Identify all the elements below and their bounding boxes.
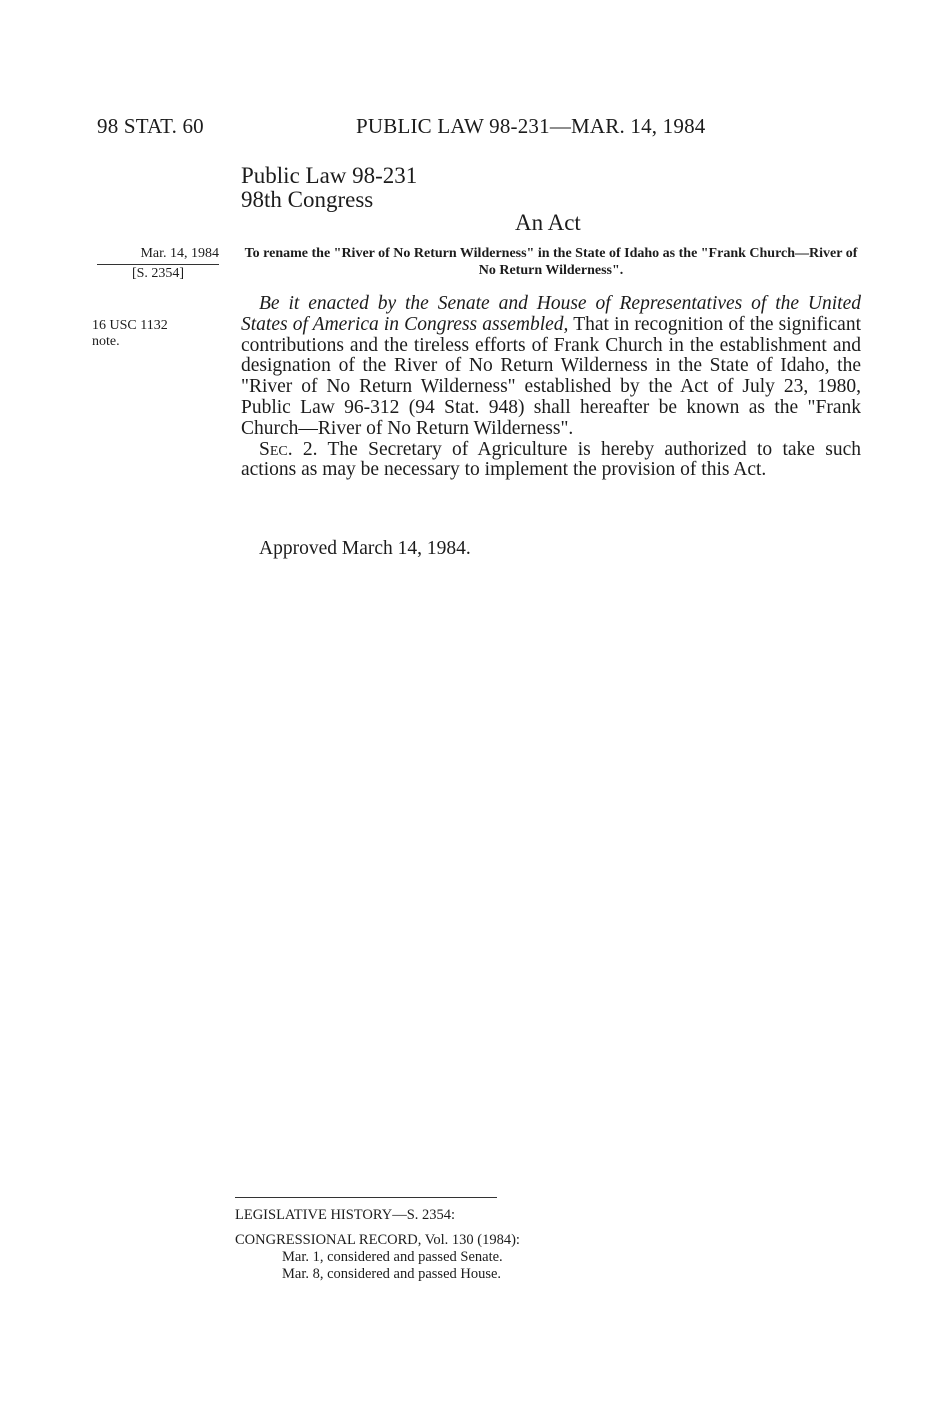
margin-bill-number: [S. 2354] <box>131 266 185 281</box>
congressional-record-ref: CONGRESSIONAL RECORD, Vol. 130 (1984): <box>235 1232 520 1248</box>
an-act-heading: An Act <box>515 210 581 235</box>
congress-label: 98th Congress <box>241 187 374 212</box>
running-head: PUBLIC LAW 98-231—MAR. 14, 1984 <box>356 114 706 138</box>
law-number: Public Law 98-231 <box>241 163 418 188</box>
section-2-text: The Secretary of Agriculture is hereby authorized to take such actions as may be necessary to implement the provision of this Act. <box>241 438 861 481</box>
act-purpose: To rename the "River of No Return Wilderness" in the State of Idaho as the "Frank Church—River of No Return Wilderness". <box>244 246 858 278</box>
stat-page-number: 98 STAT. 60 <box>97 114 204 138</box>
section-1-text: That in recognition of the significant contributions and the tireless efforts of Frank Church in the establishment and designation of the River of No Return Wilderness in the State of Idaho, the "River of No Return Wilderness" established by the Act of July 23, 1980, Public Law 96-312 (94 Stat. 948) shall hereafter be known as the "Frank Church—River of No Return Wilderness". <box>241 313 861 439</box>
margin-date: Mar. 14, 1984 <box>97 245 219 265</box>
history-entry: Mar. 8, considered and passed House. <box>282 1266 502 1282</box>
legislative-history-title: LEGISLATIVE HISTORY—S. 2354: <box>235 1207 456 1223</box>
usc-citation: 16 USC 1132 <box>92 318 168 333</box>
section-2-label: Sec. 2. <box>259 438 318 460</box>
history-divider <box>235 1197 497 1198</box>
enacting-clause: Be it enacted by the Senate and House of Representatives of the United States of America in Congress assembled, <box>241 293 861 335</box>
approval-date: Approved March 14, 1984. <box>259 538 471 559</box>
section-2 <box>241 440 861 482</box>
act-body <box>241 294 861 481</box>
usc-note-label: note. <box>92 334 120 349</box>
section-1 <box>241 294 861 440</box>
margin-usc-note <box>92 318 168 350</box>
history-entry: Mar. 1, considered and passed Senate. <box>282 1249 503 1265</box>
